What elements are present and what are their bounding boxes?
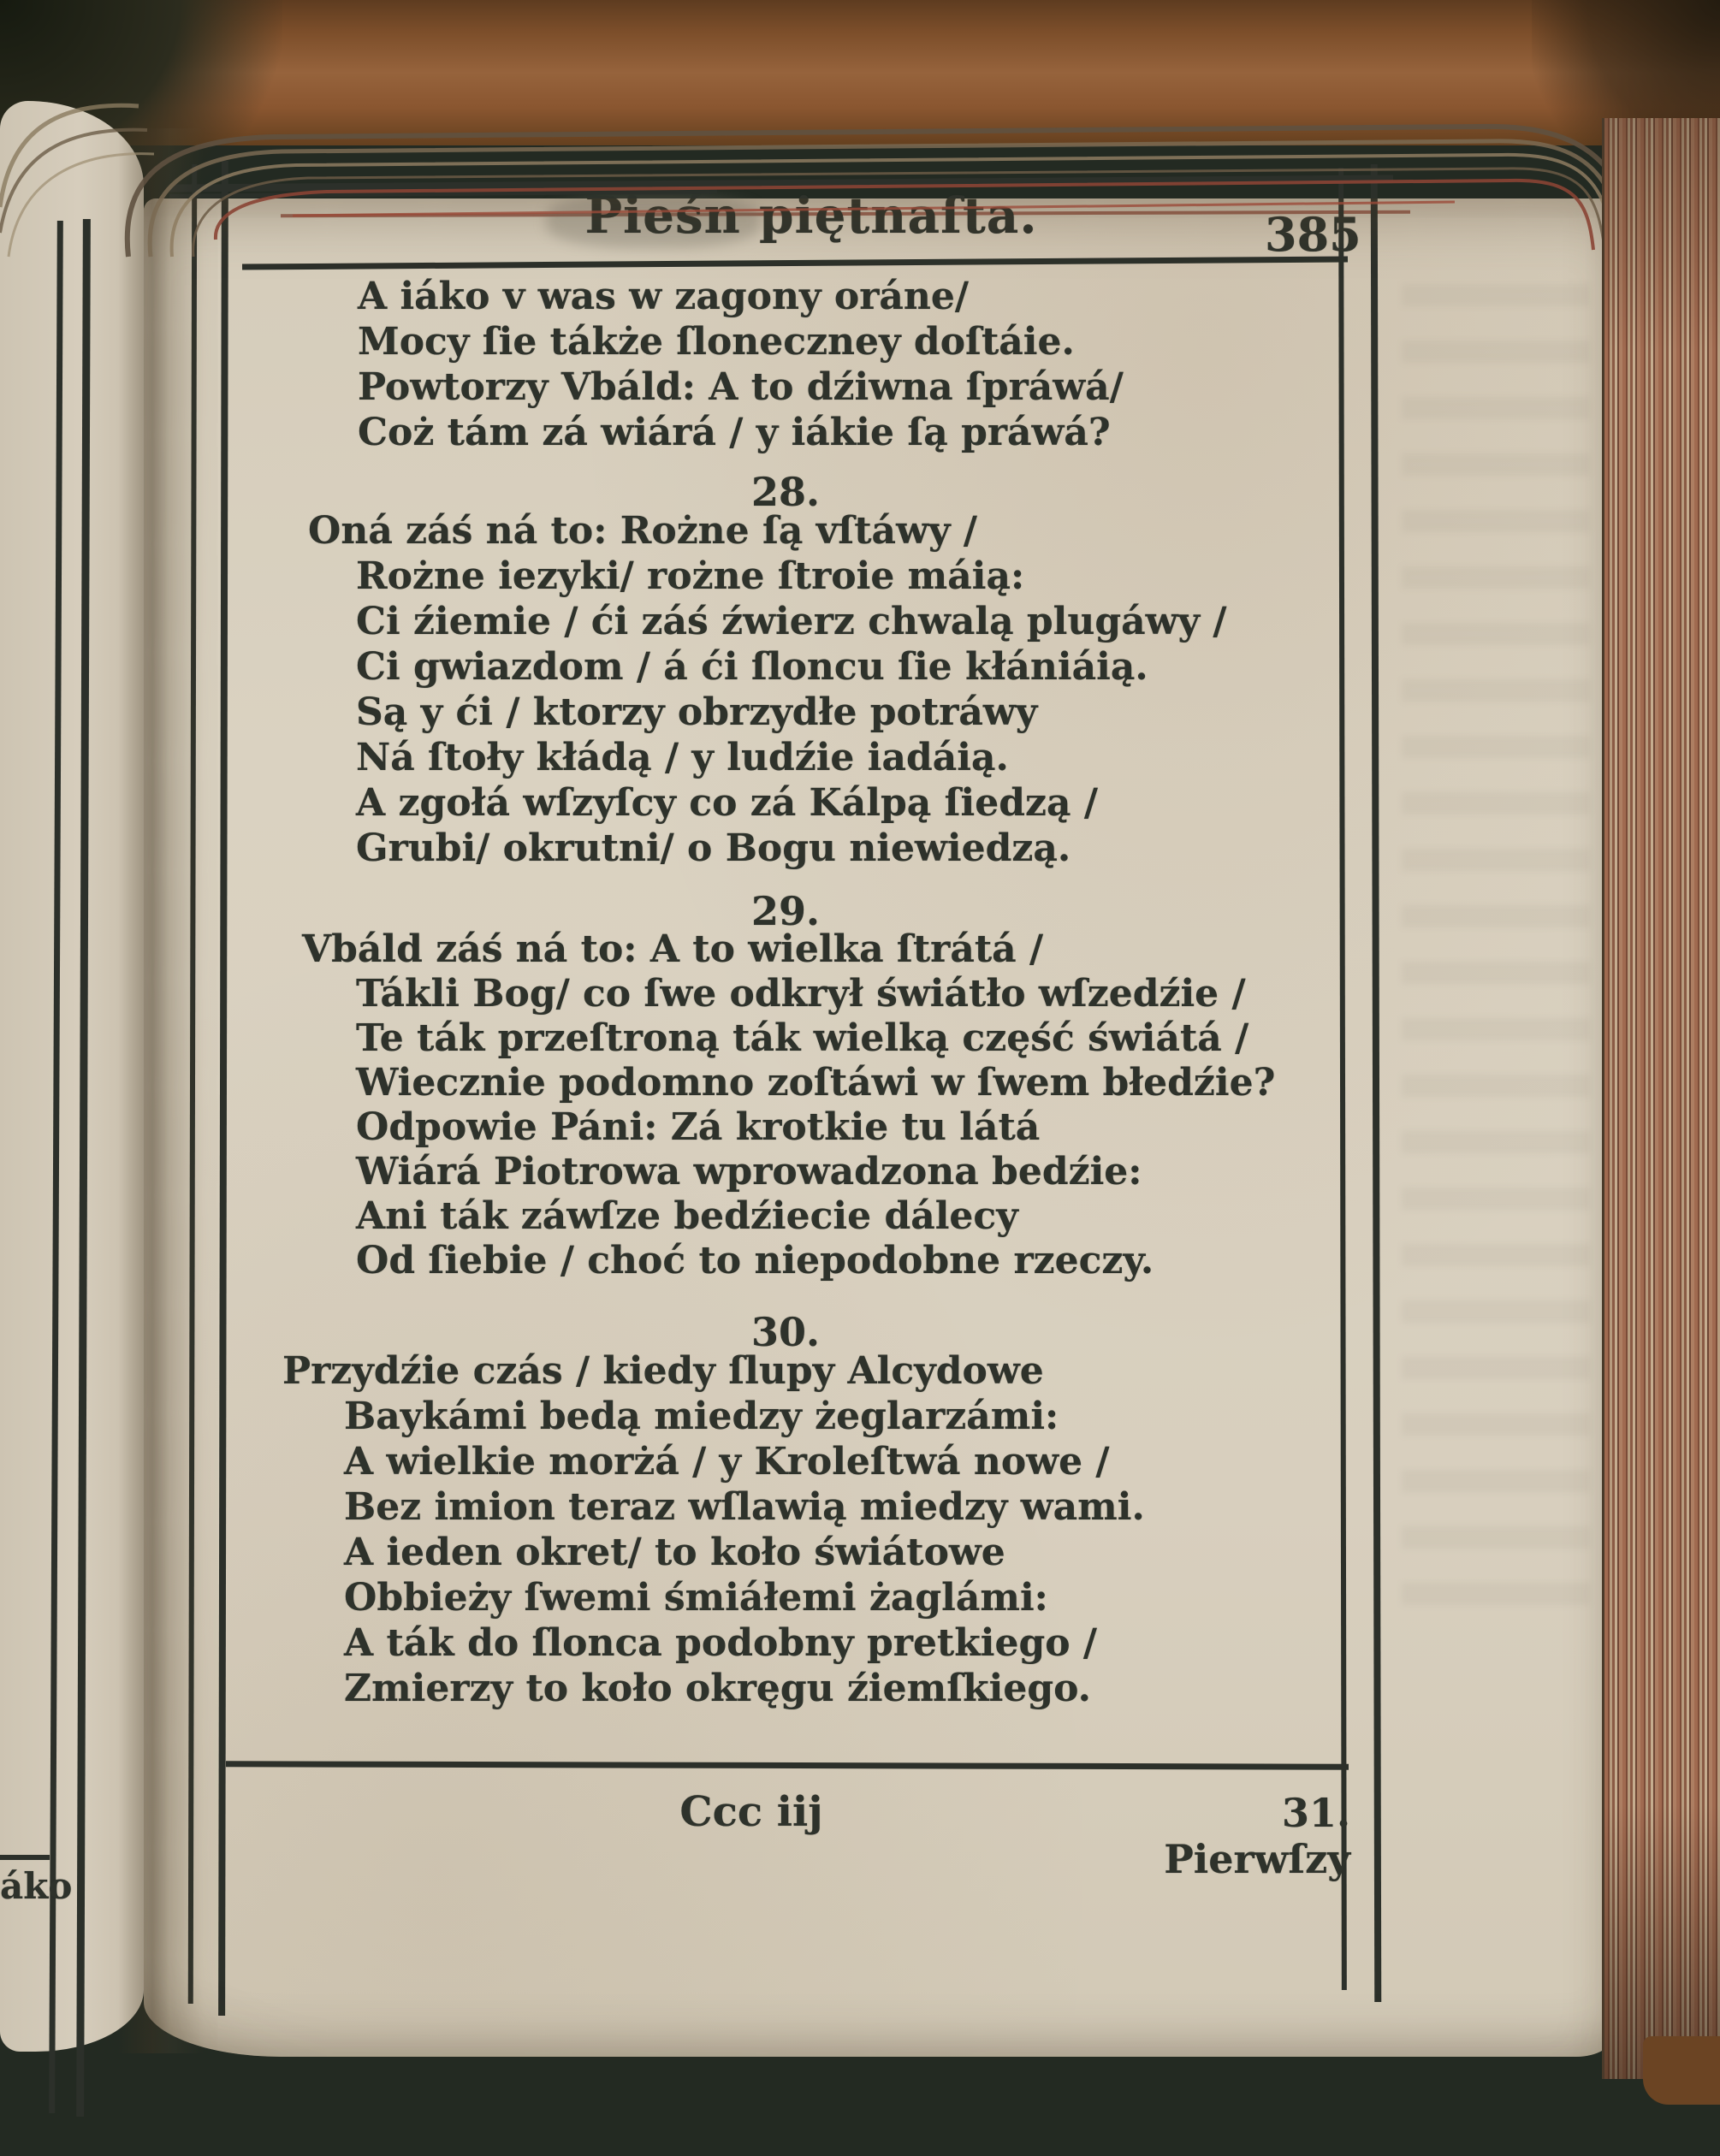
page-edges-top <box>0 0 1720 265</box>
poem-line: Odpowie Páni: Zá krotkie tu látá <box>356 1105 1041 1149</box>
page-number: 385 <box>1265 207 1361 262</box>
poem-line: Wiecznie podomno zoſtáwi w ſwem błedźie? <box>356 1061 1276 1105</box>
catchword: 31. Pierwſzy <box>1164 1790 1350 1882</box>
poem-line: Mocy ſie tákże ſloneczney doſtáie. <box>358 320 1075 364</box>
gutter-shadow <box>118 128 204 2053</box>
poem-line: Oná záś ná to: Rożne ſą vſtáwy / <box>308 509 977 553</box>
poem-line: Wiárá Piotrowa wprowadzona bedźie: <box>356 1150 1142 1194</box>
poem-line: Obbieży ſwemi śmiáłemi żaglámi: <box>344 1576 1048 1620</box>
stanza-intro <box>358 274 1124 455</box>
poem-line: Rożne iezyki/ rożne ſtroie máią: <box>356 554 1025 598</box>
poem-line: Grubi/ okrutni/ o Bogu niewiedzą. <box>356 826 1071 870</box>
poem-line: A ieden okret/ to koło świátowe <box>344 1531 1005 1574</box>
poem-line: A iáko v was w zagony oráne/ <box>358 275 969 318</box>
stanza-29 <box>302 927 1276 1283</box>
stanza-28 <box>308 508 1227 871</box>
poem-line: A wielkie morżá / y Kroleſtwá nowe / <box>344 1440 1110 1484</box>
frame-rule-left-inner <box>218 161 228 2016</box>
poem-line: Bez imion teraz wſlawią miedzy wami. <box>344 1485 1145 1529</box>
poem-line: Vbáld záś ná to: A to wielka ſtrátá / <box>302 927 1044 971</box>
poem-line: A ták do ſlonca podobny pretkiego / <box>344 1621 1097 1665</box>
facing-page-text-fragment: áko <box>0 1865 73 1907</box>
poem-line: Baykámi bedą miedzy żeglarzámi: <box>344 1395 1059 1438</box>
poem-line: Powtorzy Vbáld: A to dźiwna ſpráwá/ <box>358 365 1124 409</box>
poem-line: Przydźie czás / kiedy ſlupy Alcydowe <box>282 1349 1044 1393</box>
stanza-number-29: 29. <box>750 888 821 934</box>
poem-line: Ci źiemie / ći záś źwierz chwalą plugáwy / <box>356 600 1227 643</box>
poem-line: Od ſiebie / choć to niepodobne rzeczy. <box>356 1239 1154 1282</box>
frame-rule-right-inner <box>1338 168 1347 1990</box>
poem-line: Ná ſtoły kłádą / y ludźie iadáią. <box>356 736 1009 779</box>
poem-line: Są y ći / ktorzy obrzydłe potráwy <box>356 690 1038 734</box>
poem-line: Coż tám zá wiárá / y iákie ſą práwá? <box>358 411 1111 454</box>
facing-page-footer-rule <box>0 1855 50 1860</box>
poem-line: Ci gwiazdom / á ći ſloncu ſie kłániáią. <box>356 645 1148 689</box>
stanza-number-30: 30. <box>750 1309 821 1355</box>
poem-line: Zmierzy to koło okręgu źiemſkiego. <box>344 1667 1091 1710</box>
facing-page-rule-outer <box>49 221 63 2113</box>
stanza-30 <box>282 1348 1145 1711</box>
fore-edge-pages <box>1602 118 1720 2079</box>
book-page <box>144 187 1614 2057</box>
facing-page-rule-inner <box>76 219 91 2117</box>
poem-line: Te ták przeſtroną ták wielką część świátá / <box>356 1016 1249 1060</box>
signature-mark: Ccc iij <box>679 1788 823 1836</box>
poem-line: Tákli Bog/ co ſwe odkrył świátło wſzedźie / <box>356 972 1246 1016</box>
show-through-column <box>1402 284 1590 1619</box>
running-title: Pieśn piętnaſta. <box>584 187 1038 245</box>
stanza-number-28: 28. <box>750 469 821 515</box>
poem-line: A zgołá wſzyſcy co zá Kálpą ſiedzą / <box>356 781 1098 825</box>
poem-line: Ani ták záwſze bedźiecie dálecy <box>356 1194 1018 1238</box>
frame-rule-right-outer <box>1371 164 1381 2002</box>
footer-rule <box>226 1761 1349 1769</box>
fore-edge-corner <box>1643 2036 1720 2105</box>
